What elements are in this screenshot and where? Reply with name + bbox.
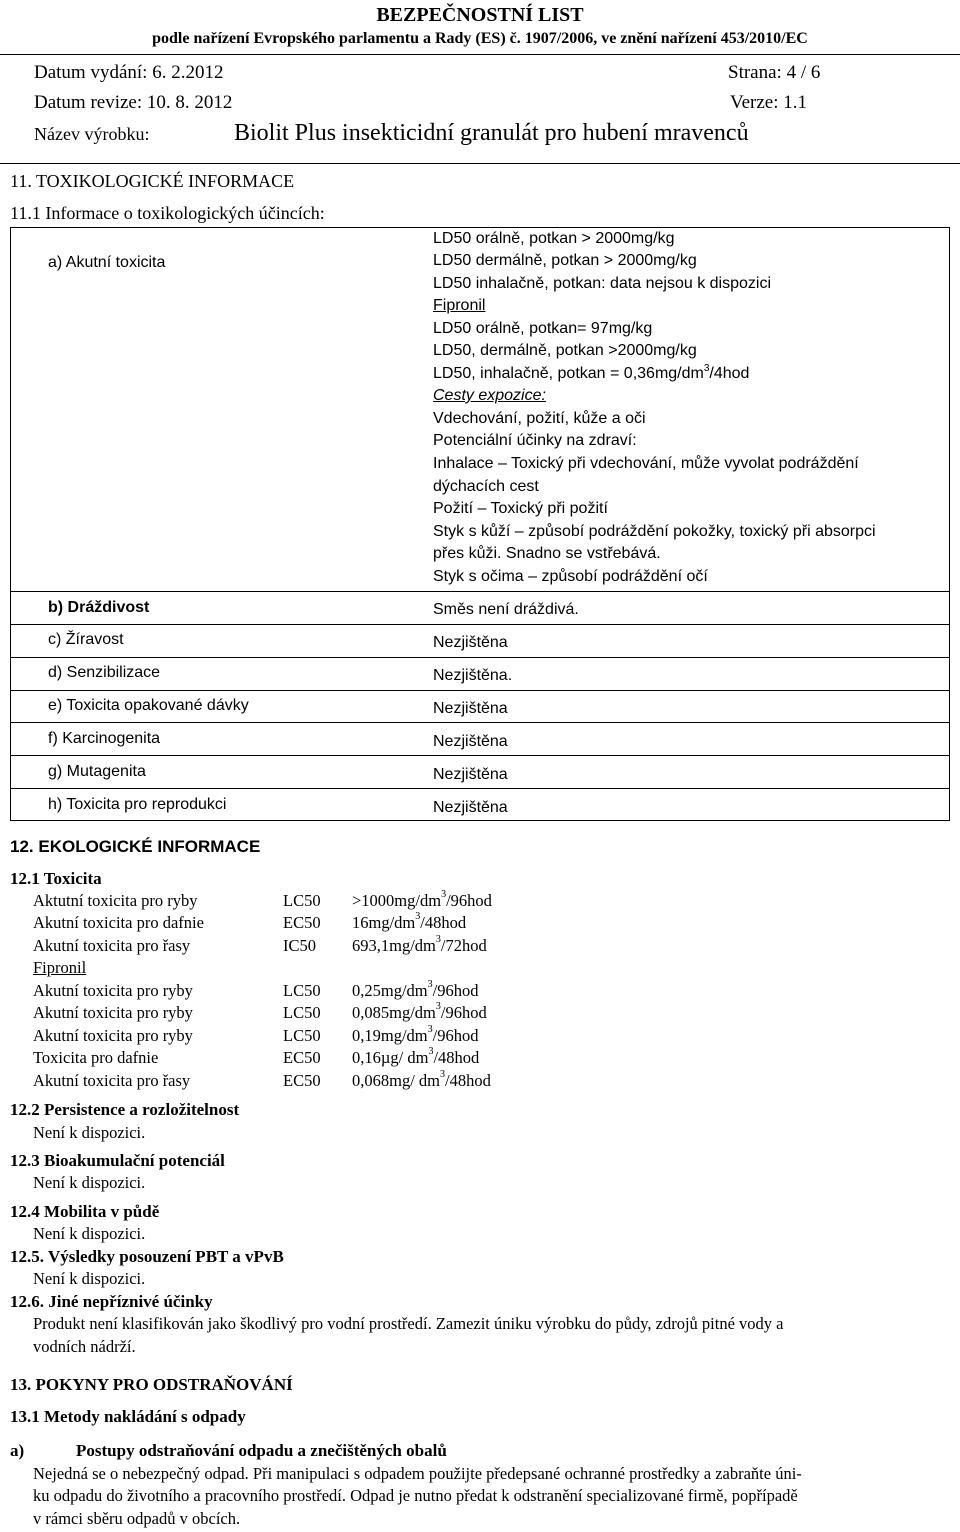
eco-name: Aktutní toxicita pro ryby — [33, 891, 198, 910]
table-divider — [10, 722, 950, 723]
section-12-6-text: vodních nádrží. — [33, 1337, 136, 1356]
table-divider — [10, 690, 950, 691]
acute-line: LD50 orálně, potkan > 2000mg/kg — [433, 230, 675, 247]
acute-line: LD50 inhalačně, potkan: data nejsou k dispozici — [433, 275, 771, 292]
acute-line: Vdechování, požití, kůže a oči — [433, 410, 646, 427]
tox-row-value: Nezjištěna — [433, 733, 508, 750]
fipronil-label: Fipronil — [33, 958, 87, 977]
eco-code: EC50 — [283, 1048, 321, 1067]
eco-name: Akutní toxicita pro dafnie — [33, 913, 204, 932]
fipronil-heading: Fipronil — [433, 297, 486, 314]
table-divider — [10, 591, 950, 592]
section-12-4-title: 12.4 Mobilita v půdě — [10, 1202, 160, 1221]
item-a-label: a) — [10, 1441, 25, 1460]
section-12-3-text: Není k dispozici. — [33, 1173, 146, 1192]
eco-name: Akutní toxicita pro řasy — [33, 936, 191, 955]
eco-name: Akutní toxicita pro ryby — [33, 981, 193, 1000]
header-divider — [0, 54, 960, 55]
table-divider — [10, 755, 950, 756]
revision-date: Datum revize: 10. 8. 2012 — [34, 92, 233, 113]
item-a-title: Postupy odstraňování odpadu a znečištěných obalů — [76, 1441, 447, 1460]
eco-value: $>1000mg/dm^3/96hod$ — [352, 889, 492, 910]
eco-name: Toxicita pro dafnie — [33, 1048, 159, 1067]
acute-line: přes kůži. Snadno se vstřebává. — [433, 545, 661, 562]
eco-value: 0,068mg/ $dm^3/48hod$ — [352, 1069, 491, 1090]
tox-row-value: Nezjištěna — [433, 634, 508, 651]
eco-name: Akutní toxicita pro ryby — [33, 1003, 193, 1022]
section-12-2-text: Není k dispozici. — [33, 1123, 146, 1142]
section-12-4-text: Není k dispozici. — [33, 1224, 146, 1243]
eco-value: 0,16µg/ $dm^3/48hod$ — [352, 1046, 480, 1067]
tox-row-label: h) Toxicita pro reprodukci — [48, 796, 227, 813]
eco-code: LC50 — [283, 1003, 321, 1022]
product-label: Název výrobku: — [34, 124, 150, 144]
acute-line: Styk s očima – způsobí podráždění očí — [433, 568, 708, 585]
section-13-title: 13. POKYNY PRO ODSTRAŇOVÁNÍ — [10, 1375, 293, 1394]
eco-code: LC50 — [283, 891, 321, 910]
tox-row-value: Nezjištěna — [433, 799, 508, 816]
section-11-title: 11. TOXIKOLOGICKÉ INFORMACE — [10, 171, 295, 191]
acute-line: LD50 dermálně, potkan > 2000mg/kg — [433, 252, 697, 269]
tox-row-label: e) Toxicita opakované dávky — [48, 697, 249, 714]
acute-line: Požití – Toxický při požití — [433, 500, 608, 517]
tox-row-value: Nezjištěna — [433, 700, 508, 717]
section-12-1-title: 12.1 Toxicita — [10, 869, 102, 888]
section-12-6-title: 12.6. Jiné nepříznivé účinky — [10, 1292, 213, 1311]
eco-value: $0,085mg/dm^3/96hod$ — [352, 1001, 487, 1022]
tox-row-value: Nezjištěna. — [433, 667, 513, 684]
acute-line: Inhalace – Toxický při vdechování, může vyvolat podráždění — [433, 455, 859, 472]
section-13-text: ku odpadu do životního a pracovního prostředí. Odpad je nutno předat k odstranění specializované firmě, popřípadě — [33, 1486, 798, 1505]
section-12-3-title: 12.3 Bioakumulační potenciál — [10, 1151, 225, 1170]
eco-code: EC50 — [283, 1071, 321, 1090]
section-11-1-title: 11.1 Informace o toxikologických účincích: — [10, 203, 325, 223]
acute-line: dýchacích cest — [433, 478, 539, 495]
tox-row-value: Nezjištěna — [433, 766, 508, 783]
acute-line: Styk s kůží – způsobí podráždění pokožky, toxický při absorpci — [433, 523, 876, 540]
acute-line: Potenciální účinky na zdraví: — [433, 432, 637, 449]
product-name: Biolit Plus insekticidní granulát pro hubení mravenců — [234, 120, 749, 146]
eco-value: $0,25mg/dm^3/96hod$ — [352, 979, 479, 1000]
table-divider — [10, 788, 950, 789]
table-divider — [10, 624, 950, 625]
section-12-title: 12. EKOLOGICKÉ INFORMACE — [10, 837, 261, 856]
issue-date: Datum vydání: 6. 2.2012 — [34, 62, 224, 83]
eco-value: $16mg/dm^3/48hod$ — [352, 911, 467, 932]
section-12-6-text: Produkt není klasifikován jako škodlivý pro vodní prostředí. Zamezit úniku výrobku do půdy, zdrojů pitné vody a — [33, 1314, 784, 1333]
tox-row-value: Směs není dráždivá. — [433, 601, 579, 618]
acute-toxicity-label: a) Akutní toxicita — [48, 254, 166, 271]
acute-line: LD50, dermálně, potkan >2000mg/kg — [433, 342, 697, 359]
document-subtitle: podle nařízení Evropského parlamentu a Rady (ES) č. 1907/2006, ve znění nařízení 453/2010/EC — [152, 30, 808, 47]
tox-row-label: g) Mutagenita — [48, 763, 146, 780]
eco-code: LC50 — [283, 1026, 321, 1045]
eco-value: $0,19mg/dm^3/96hod$ — [352, 1024, 479, 1045]
eco-value: $693,1mg/dm^3/72hod$ — [352, 934, 487, 955]
tox-row-label: b) Dráždivost — [48, 599, 150, 616]
table-divider — [10, 657, 950, 658]
header-bottom-divider — [0, 163, 960, 164]
section-13-text: v rámci sběru odpadů v obcích. — [33, 1509, 241, 1528]
eco-code: EC50 — [283, 913, 321, 932]
exposure-routes-heading: Cesty expozice: — [433, 387, 546, 404]
eco-name: Akutní toxicita pro řasy — [33, 1071, 191, 1090]
page-number: Strana: 4 / 6 — [728, 62, 821, 83]
section-13-1-title: 13.1 Metody nakládání s odpady — [10, 1407, 246, 1426]
version: Verze: 1.1 — [730, 92, 808, 113]
tox-row-label: f) Karcinogenita — [48, 730, 161, 747]
eco-code: IC50 — [283, 936, 316, 955]
acute-line-inhalation: LD50, inhalačně, potkan = $0,36mg/dm^3/4hod$ — [433, 363, 750, 382]
document-title: BEZPEČNOSTNÍ LIST — [376, 4, 584, 26]
section-12-5-text: Není k dispozici. — [33, 1269, 146, 1288]
eco-name: Akutní toxicita pro ryby — [33, 1026, 193, 1045]
section-13-text: Nejedná se o nebezpečný odpad. Při manipulaci s odpadem použijte předepsané ochranné prostředky a zabraňte úni- — [33, 1464, 802, 1483]
tox-row-label: d) Senzibilizace — [48, 664, 161, 681]
eco-code: LC50 — [283, 981, 321, 1000]
acute-line: LD50 orálně, potkan= 97mg/kg — [433, 320, 653, 337]
section-12-5-title: 12.5. Výsledky posouzení PBT a vPvB — [10, 1247, 284, 1266]
tox-row-label: c) Žíravost — [48, 631, 124, 648]
section-12-2-title: 12.2 Persistence a rozložitelnost — [10, 1100, 240, 1119]
